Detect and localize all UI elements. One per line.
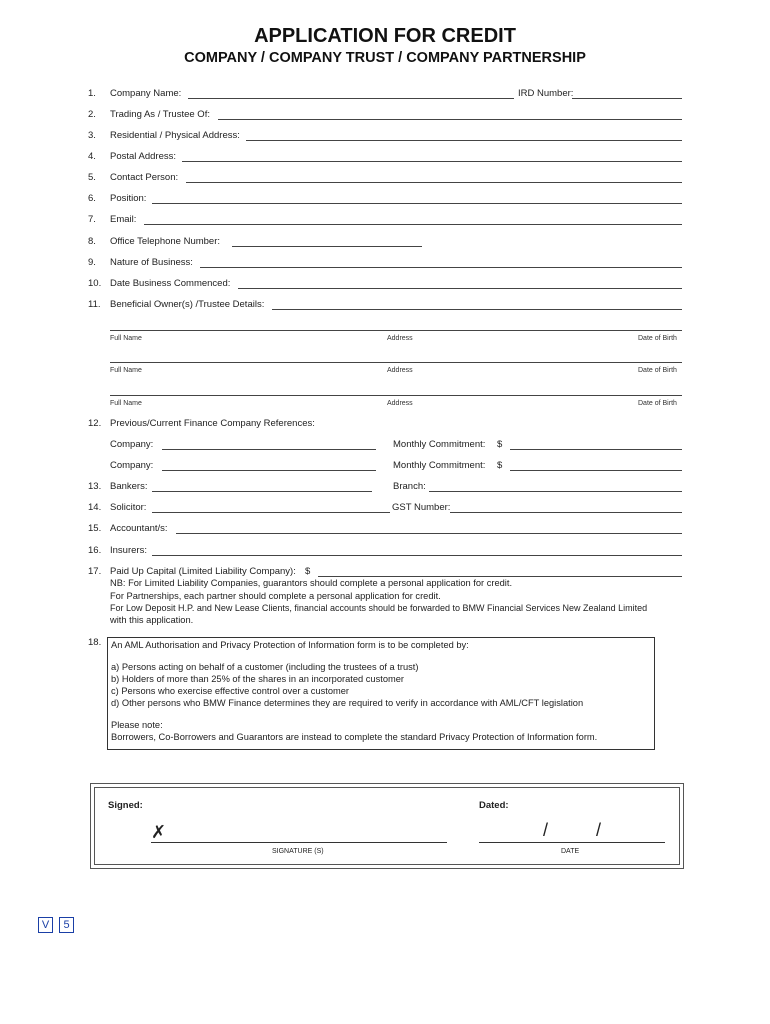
bankers-input[interactable] xyxy=(152,481,372,492)
aml-box xyxy=(107,637,655,750)
reference-2-monthly-input[interactable] xyxy=(510,460,682,471)
capital-note-3: For Low Deposit H.P. and New Lease Clients, financial accounts should be forwarded to BMW Financial Services New Zealand Limited xyxy=(110,603,648,613)
field-label: Company Name: xyxy=(110,88,182,99)
field-email xyxy=(88,214,682,228)
capital-note-1: NB: For Limited Liability Companies, guarantors should complete a personal application for credit. xyxy=(110,578,513,588)
date-slash-1: / xyxy=(543,820,549,840)
position-input[interactable] xyxy=(152,193,682,204)
owner-2-dob-caption: Date of Birth xyxy=(638,367,677,374)
owner-1-fullname-caption: Full Name xyxy=(110,335,142,342)
field-number: 1. xyxy=(88,88,96,99)
field-label: Insurers: xyxy=(110,545,147,556)
field-nature-of-business xyxy=(88,257,682,271)
nature-of-business-input[interactable] xyxy=(200,257,682,268)
signature-inner-frame xyxy=(94,787,680,865)
field-label: Beneficial Owner(s) /Trustee Details: xyxy=(110,299,265,310)
currency-symbol: $ xyxy=(497,460,503,471)
beneficial-owners-input[interactable] xyxy=(272,299,682,310)
capital-note-2: For Partnerships, each partner should complete a personal application for credit. xyxy=(110,591,441,601)
trading-as-input[interactable] xyxy=(218,109,682,120)
reference-1-company-input[interactable] xyxy=(162,439,376,450)
field-number: 14. xyxy=(88,502,102,513)
reference-company-label: Company: xyxy=(110,439,154,450)
owner-3-address-caption: Address xyxy=(387,400,413,407)
field-label: Postal Address: xyxy=(110,151,177,162)
ird-number-input[interactable] xyxy=(572,88,682,99)
field-trading-as xyxy=(88,109,682,123)
version-number: 5 xyxy=(59,917,74,933)
gst-number-input[interactable] xyxy=(450,502,682,513)
accountants-input[interactable] xyxy=(176,523,682,534)
field-date-commenced xyxy=(88,278,682,292)
field-label: Position: xyxy=(110,193,147,204)
field-office-phone xyxy=(88,236,682,250)
dated-label: Dated: xyxy=(479,800,509,811)
field-insurers xyxy=(88,545,682,559)
postal-address-input[interactable] xyxy=(182,151,682,162)
reference-1 xyxy=(88,439,682,453)
field-number: 12. xyxy=(88,418,102,429)
field-beneficial-owners xyxy=(88,299,682,313)
contact-person-input[interactable] xyxy=(186,172,682,183)
owner-2-fullname-caption: Full Name xyxy=(110,367,142,374)
field-number: 5. xyxy=(88,172,96,183)
field-label: Nature of Business: xyxy=(110,257,193,268)
field-label: Previous/Current Finance Company References: xyxy=(110,418,315,429)
monthly-commitment-label: Monthly Commitment: xyxy=(393,460,486,471)
owner-3-input[interactable] xyxy=(110,385,682,396)
field-number: 6. xyxy=(88,193,96,204)
aml-item-a: a) Persons acting on behalf of a customer (including the trustees of a trust) xyxy=(111,662,419,672)
capital-note-4: with this application. xyxy=(110,615,194,625)
page-subtitle: COMPANY / COMPANY TRUST / COMPANY PARTNERSHIP xyxy=(184,50,586,66)
field-contact-person xyxy=(88,172,682,186)
currency-symbol: $ xyxy=(497,439,503,450)
gst-number-label: GST Number: xyxy=(392,502,451,513)
field-number: 4. xyxy=(88,151,96,162)
field-label: Trading As / Trustee Of: xyxy=(110,109,210,120)
aml-item-d: d) Other persons who BMW Finance determines they are required to verify in accordance with AML/CFT legislation xyxy=(111,698,584,708)
owner-3-fullname-caption: Full Name xyxy=(110,400,142,407)
version-letter: V xyxy=(38,917,53,933)
branch-label: Branch: xyxy=(393,481,426,492)
company-name-input[interactable] xyxy=(188,88,514,99)
owner-3-dob-caption: Date of Birth xyxy=(638,400,677,407)
field-label: Paid Up Capital (Limited Liability Company): xyxy=(110,566,296,577)
aml-number: 18. xyxy=(88,637,102,648)
signature-box xyxy=(90,783,684,869)
field-position xyxy=(88,193,682,207)
owner-2-input[interactable] xyxy=(110,352,682,363)
field-number: 17. xyxy=(88,566,102,577)
field-number: 9. xyxy=(88,257,96,268)
field-label: Contact Person: xyxy=(110,172,179,183)
email-input[interactable] xyxy=(144,214,682,225)
field-accountants xyxy=(88,523,682,537)
field-label: Residential / Physical Address: xyxy=(110,130,240,141)
owner-2-address-caption: Address xyxy=(387,367,413,374)
field-physical-address xyxy=(88,130,682,144)
field-label: Solicitor: xyxy=(110,502,147,513)
paid-up-capital-input[interactable] xyxy=(318,566,682,577)
field-company-name xyxy=(88,88,682,102)
owner-1-dob-caption: Date of Birth xyxy=(638,335,677,342)
signature-line[interactable] xyxy=(151,842,447,843)
field-number: 2. xyxy=(88,109,96,120)
date-caption: DATE xyxy=(561,848,580,855)
date-commenced-input[interactable] xyxy=(238,278,682,289)
field-label: Date Business Commenced: xyxy=(110,278,231,289)
field-bankers xyxy=(88,481,682,495)
office-phone-input[interactable] xyxy=(232,236,422,247)
owner-1-address-caption: Address xyxy=(387,335,413,342)
field-number: 10. xyxy=(88,278,102,289)
aml-note-label: Please note: xyxy=(111,720,163,730)
field-postal-address xyxy=(88,151,682,165)
currency-symbol: $ xyxy=(305,566,311,577)
reference-1-monthly-input[interactable] xyxy=(510,439,682,450)
solicitor-input[interactable] xyxy=(152,502,390,513)
reference-company-label: Company: xyxy=(110,460,154,471)
field-number: 13. xyxy=(88,481,102,492)
signature-mark-icon: ✗ xyxy=(151,822,167,842)
page-title: APPLICATION FOR CREDIT xyxy=(254,25,516,47)
date-line[interactable] xyxy=(479,842,665,843)
aml-intro: An AML Authorisation and Privacy Protection of Information form is to be completed by: xyxy=(111,640,469,650)
reference-2 xyxy=(88,460,682,474)
field-number: 8. xyxy=(88,236,96,247)
field-number: 11. xyxy=(88,299,101,310)
date-slash-2: / xyxy=(596,820,602,840)
field-label: Email: xyxy=(110,214,137,225)
aml-item-b: b) Holders of more than 25% of the shares in an incorporated customer xyxy=(111,674,405,684)
insurers-input[interactable] xyxy=(152,545,682,556)
field-number: 15. xyxy=(88,523,102,534)
field-label: Accountant/s: xyxy=(110,523,168,534)
field-label: Office Telephone Number: xyxy=(110,236,221,247)
monthly-commitment-label: Monthly Commitment: xyxy=(393,439,486,450)
signature-caption: SIGNATURE (S) xyxy=(272,848,324,855)
aml-item-c: c) Persons who exercise effective control over a customer xyxy=(111,686,350,696)
field-number: 7. xyxy=(88,214,96,225)
field-solicitor xyxy=(88,502,682,516)
physical-address-input[interactable] xyxy=(246,130,682,141)
aml-note-text: Borrowers, Co-Borrowers and Guarantors are instead to complete the standard Privacy Protection of Information form. xyxy=(111,732,598,742)
ird-number-label: IRD Number: xyxy=(518,88,574,99)
owner-1-input[interactable] xyxy=(110,320,682,331)
field-references xyxy=(88,418,682,432)
field-label: Bankers: xyxy=(110,481,148,492)
reference-2-company-input[interactable] xyxy=(162,460,376,471)
field-number: 16. xyxy=(88,545,102,556)
signed-label: Signed: xyxy=(108,800,143,811)
branch-input[interactable] xyxy=(429,481,682,492)
field-number: 3. xyxy=(88,130,96,141)
